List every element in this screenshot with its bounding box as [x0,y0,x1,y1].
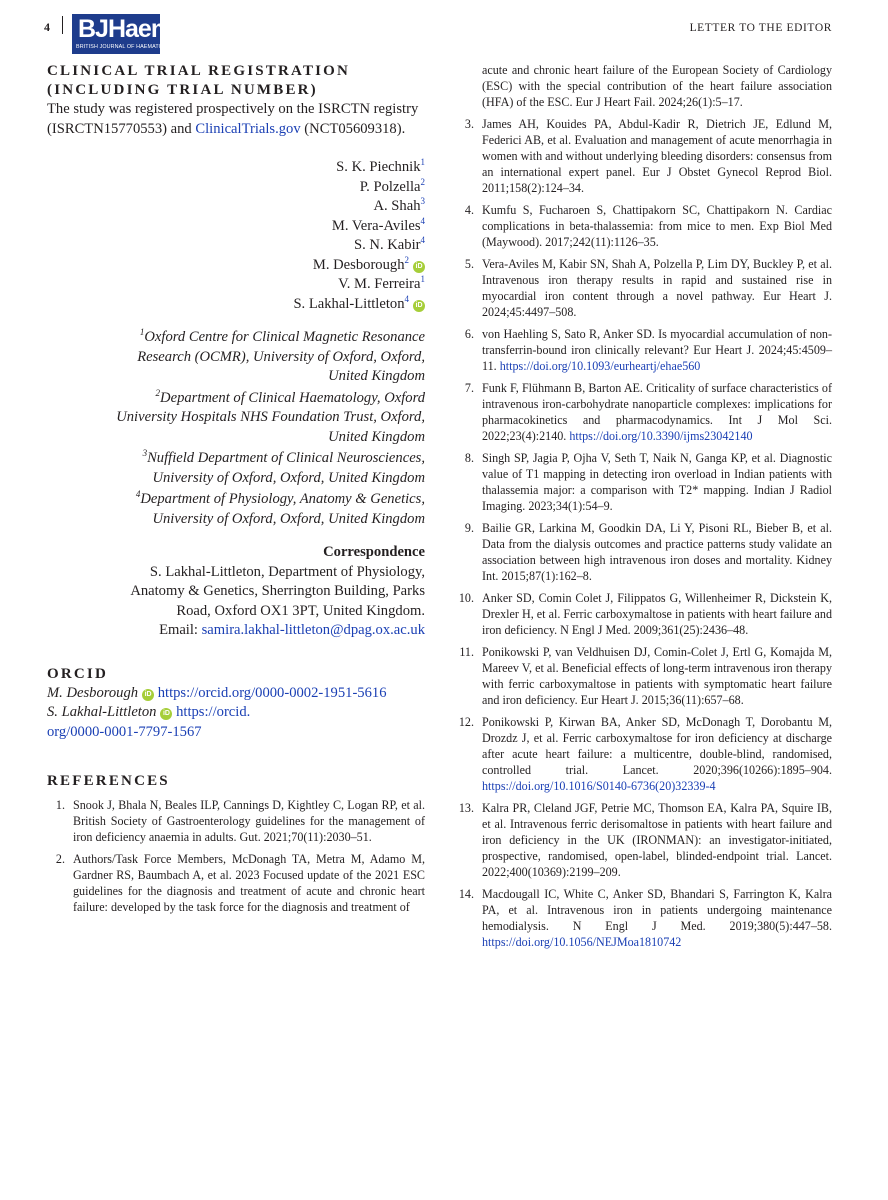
reference-number: 3. [464,117,474,131]
author-name-text: S. Lakhal-Littleton [293,295,405,312]
affiliation-line [47,428,425,448]
header-divider [62,16,63,34]
affiliation-line [47,469,425,489]
reference-text: Ponikowski P, Kirwan BA, Anker SD, McDonagh T, Dorobantu M, Drozdz J, et al. Ferric carboxymaltose for iron deficiency at discharge after acute heart failure: a multicentre, double-blind, randomised, controlled trial. Lancet. 2020;396(10266):1895–904. [482,715,832,777]
author-name-text: S. N. Kabir [354,237,421,253]
reference-list-left [47,797,425,915]
reference-text: Anker SD, Comin Colet J, Filippatos G, Willenheimer R, Dickstein K, Drexler H, et al. Ferric carboxymaltose in patients with heart failure and iron deficiency. N Engl J Med. 2009;361(25):2436–48. [482,591,832,637]
reference-item [456,202,832,250]
reference-item [456,380,832,444]
author-name-text: P. Polzella [359,178,421,195]
author-name-text: A. Shah [373,198,421,214]
reference-number: 12. [458,715,474,729]
reference-item [456,450,832,514]
section-label: LETTER TO THE EDITOR [689,22,832,34]
author-name [47,275,425,295]
reference-item [456,256,832,320]
reference-item [456,800,832,880]
affiliation-text: Nuffield Department of Clinical Neurosciences, [147,450,425,466]
reference-item [456,590,832,638]
reference-text: von Haehling S, Sato R, Anker SD. Is myocardial accumulation of non-transferrin-bound iron clinically relevant? Eur Heart J. 2024;45:4509–11. [482,327,832,373]
reference-item [47,797,425,845]
orcid-link[interactable]: org/0000-0001-7797-1567 [47,723,202,740]
registration-text: (NCT05609318). [300,120,406,137]
reference-text: Authors/Task Force Members, McDonagh TA, Metra M, Adamo M, Gardner RS, Baumbach A, et al. 2023 Focused update of the 2021 ESC guidelines for the diagnosis and treatment of acute and chronic heart failure: developed by the task force for the diagnosis and treatment of [73,852,425,914]
right-column [456,62,832,956]
left-column [47,62,425,921]
author-name-text: S. K. Piechnik [336,159,421,175]
author-name-text: V. M. Ferreira [338,276,421,292]
reference-text: Kumfu S, Fucharoen S, Chattipakorn SC, Chattipakorn N. Cardiac complications in beta-thalassemia: from mice to men. Exp Biol Med (Maywood). 2017;242(11):1126–35. [482,203,832,249]
reference-text: Snook J, Bhala N, Beales ILP, Cannings D, Kightley C, Logan RP, et al. British Society of Gastroenterology guidelines for the management of iron deficiency anaemia in adults. Gut. 2021;70(11):2030–51. [73,798,425,844]
correspondence-line: S. Lakhal-Littleton, Department of Physiology, [149,563,425,580]
email-label: Email: [159,622,202,638]
journal-logo[interactable] [72,14,179,54]
reference-item [456,116,832,196]
reference-number: 6. [464,327,474,341]
affiliation-marker[interactable]: 1 [420,157,425,167]
reference-text: Vera-Aviles M, Kabir SN, Shah A, Polzella P, Lim DY, Buckley P, et al. Intravenous iron therapy results in rapid and sustained rise in myocardial iron content through a novel pathway. Eur Heart J. 2024;45:4497–508. [482,257,832,319]
affiliation-marker[interactable]: 2 [404,254,409,265]
trial-registration-text [47,100,425,139]
affiliation-text: Department of Clinical Haematology, Oxford [160,389,425,406]
affiliation [47,490,425,529]
reference-item [456,520,832,584]
affiliation-text: Department of Physiology, Anatomy & Genetics, [140,491,425,507]
orcid-entry-continued [47,723,425,743]
references-heading: REFERENCES [47,773,170,789]
affiliation-text: United Kingdom [328,428,425,445]
author-name [47,158,425,178]
reference-text: James AH, Kouides PA, Abdul-Kadir R, Dietrich JE, Edlund M, Federici AB, et al. Evaluation and management of acute menorrhagia in women with and without underlying bleeding disorders: consensus from an international expert panel. Eur J Obstet Gynecol Reprod Biol. 2011;158(2):124–34. [482,117,832,195]
orcid-icon[interactable]: iD [142,689,154,701]
orcid-author-name: M. Desborough [47,684,139,701]
reference-item [47,851,425,915]
affiliation-text: University of Oxford, Oxford, United Kingdom [152,469,425,486]
affiliation [47,389,425,448]
reference-item [456,644,832,708]
reference-number: 2. [55,852,65,866]
reference-number: 4. [464,203,474,217]
affiliation-text: University Hospitals NHS Foundation Trust, Oxford, [116,409,425,425]
affiliation [47,449,425,488]
affiliation-line [47,510,425,530]
author-name-text: M. Vera-Aviles [331,217,421,234]
reference-number: 13. [458,801,474,815]
affiliation-line [47,348,425,368]
reference-item [456,62,832,110]
correspondence-line: Anatomy & Genetics, Sherrington Building, Parks [130,583,425,599]
author-name [47,295,425,315]
reference-number: 14. [458,887,474,901]
orcid-author-name: S. Lakhal-Littleton [47,704,157,720]
affiliation-line [47,490,425,510]
reference-list-right [456,62,832,950]
reference-doi-link[interactable]: https://doi.org/10.1093/eurheartj/ehae560 [499,359,701,373]
affiliation-line [47,367,425,387]
affiliation-text: Oxford Centre for Clinical Magnetic Resonance [144,329,425,345]
correspondence-line: Road, Oxford OX1 3PT, United Kingdom. [176,602,425,619]
heading-line: (INCLUDING TRIAL NUMBER) [47,82,318,98]
affiliation-marker[interactable]: 4 [420,215,425,226]
reference-number: 9. [464,521,474,535]
orcid-icon[interactable]: iD [160,708,172,720]
reference-number: 11. [459,645,474,659]
affiliation-line [47,328,425,348]
logo-subtitle: BRITISH JOURNAL OF HAEMATOLOGY [76,44,179,50]
affiliation-line [47,389,425,409]
reference-text: Ponikowski P, van Veldhuisen DJ, Comin-Colet J, Ertl G, Komajda M, Mareev V, et al. Beneficial effects of long-term intravenous iron therapy with ferric carboxymaltose in patients with symptomatic heart failure and iron deficiency. Eur Heart J. 2015;36(11):657–68. [482,645,832,707]
affiliation [47,328,425,387]
affiliation-text: Research (OCMR), University of Oxford, Oxford, [137,348,425,365]
orcid-link[interactable]: https://orcid.org/0000-0002-1951-5616 [157,684,387,701]
affiliation-list [47,328,425,529]
reference-text: acute and chronic heart failure of the European Society of Cardiology (ESC) with the special contribution of the heart failure association (HFA) of the ESC. Eur J Heart Fail. 2024;26(1):5–17. [482,63,832,109]
author-name [47,256,425,276]
affiliation-number: 3 [142,448,148,458]
reference-text: Bailie GR, Larkina M, Goodkin DA, Li Y, Pisoni RL, Bieber B, et al. Data from the dialysis outcomes and practice patterns study validate an association between high intravenous iron doses and mortality. Kidney Int. 2015;87(1):162–8. [482,521,832,583]
reference-number: 5. [464,257,474,271]
author-name [47,236,425,256]
orcid-list [47,684,425,743]
reference-number: 8. [464,451,474,465]
correspondence-email [47,621,425,641]
reference-doi-link[interactable]: https://doi.org/10.3390/ijms23042140 [569,429,753,443]
author-name [47,197,425,217]
reference-doi-link[interactable]: https://doi.org/10.1016/S0140-6736(20)32339-4 [482,779,716,793]
heading-line: CLINICAL TRIAL REGISTRATION [47,63,351,79]
reference-text: Macdougall IC, White C, Anker SD, Bhandari S, Farrington K, Kalra PA, et al. Intravenous iron in patients undergoing maintenance hemodialysis. N Engl J Med. 2019;380(5):447–58. [482,887,832,933]
reference-text: Funk F, Flühmann B, Barton AE. Criticality of surface characteristics of intravenous iron-carbohydrate nanoparticle complexes: implications for pharmacokinetics and pharmacodynamics. Int J Mol Sci. 2022;23(4):2140. [482,381,832,443]
reference-item [456,714,832,794]
author-name [47,217,425,237]
reference-doi-link[interactable]: https://doi.org/10.1056/NEJMoa1810742 [482,935,682,949]
affiliation-line [47,449,425,469]
registration-text: The study was registered prospectively on the ISRCTN registry (ISRCTN15770553) and [47,101,419,137]
page-number: 4 [44,20,50,34]
orcid-heading: ORCID [47,665,109,682]
affiliation-number: 2 [155,387,161,398]
reference-item [456,886,832,950]
affiliation-marker[interactable]: 2 [420,176,425,187]
affiliation-number: 1 [139,327,145,337]
affiliation-marker[interactable]: 1 [420,274,425,284]
logo-text: BJHaem [78,15,173,43]
orcid-icon[interactable]: iD [413,261,425,273]
affiliation-number: 4 [135,489,141,499]
reference-number: 7. [464,381,474,395]
orcid-link[interactable]: https://orcid. [176,704,251,720]
reference-number: 10. [458,591,474,605]
clinicaltrials-link[interactable]: ClinicalTrials.gov [195,120,301,137]
affiliation-marker[interactable]: 4 [420,235,425,245]
reference-text: Singh SP, Jagia P, Ojha V, Seth T, Naik N, Ganga KP, et al. Diagnostic value of T1 mapping in detecting iron overload in Indian patients with thalassemia major: a comparison with T2* mapping. Indian J Radiol Imaging. 2023;34(1):54–9. [482,451,832,513]
affiliation-line [47,408,425,428]
author-name [47,178,425,198]
affiliation-text: United Kingdom [328,368,425,384]
reference-text: Kalra PR, Cleland JGF, Petrie MC, Thomson EA, Kalra PA, Squire IB, et al. Intravenous ferric derisomaltose in patients with heart failure and iron deficiency in the UK (IRONMAN): an investigator-initiated, prospective, randomised, open-label, blinded-endpoint trial. Lancet. 2022;400(10369):2199–209. [482,801,832,879]
correspondence-block [47,563,425,641]
orcid-entry [47,703,425,723]
affiliation-text: University of Oxford, Oxford, United Kingdom [152,510,425,527]
affiliation-marker[interactable]: 4 [404,293,409,304]
reference-item [456,326,832,374]
orcid-entry [47,684,425,704]
correspondence-heading: Correspondence [323,544,425,560]
reference-number: 1. [55,798,65,812]
trial-registration-heading [47,62,425,100]
author-name-text: M. Desborough [312,256,405,273]
author-list [47,158,425,314]
affiliation-marker[interactable]: 3 [420,196,425,206]
orcid-icon[interactable]: iD [413,300,425,312]
email-link[interactable]: samira.lakhal-littleton@dpag.ox.ac.uk [201,622,425,638]
